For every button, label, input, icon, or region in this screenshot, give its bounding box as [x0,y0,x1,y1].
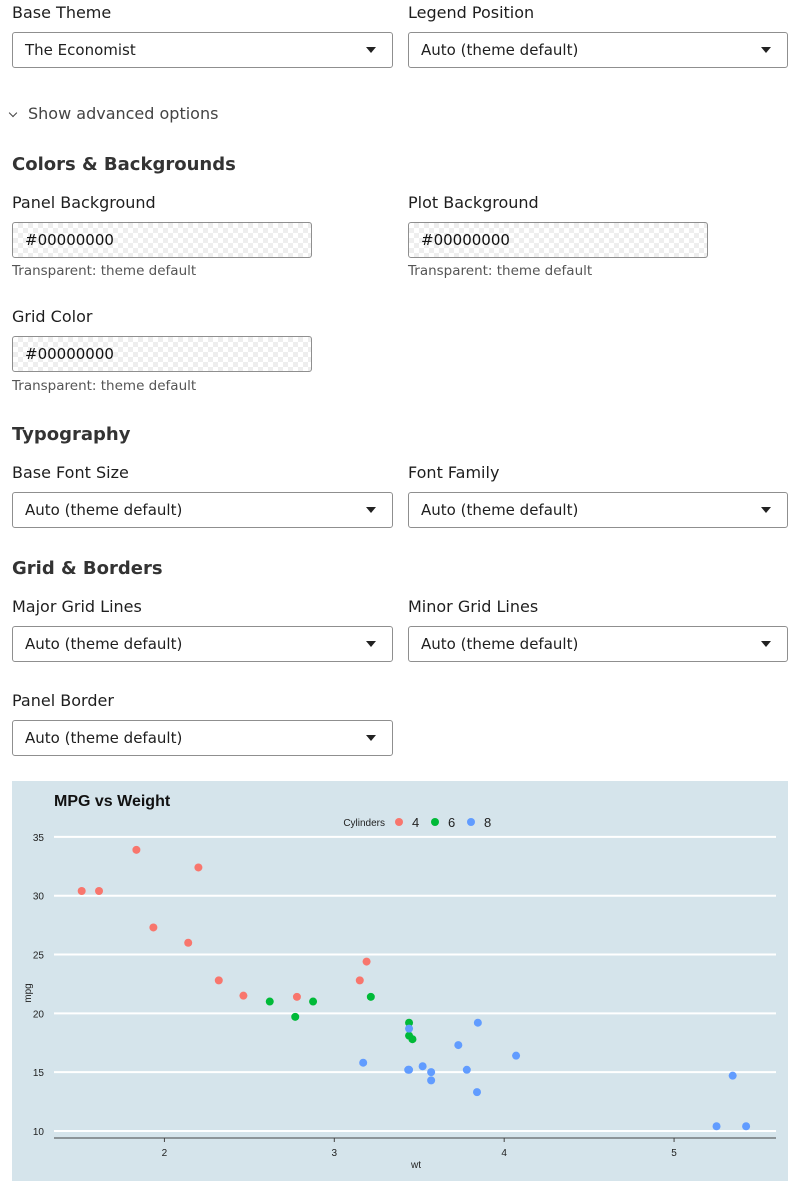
y-tick-label: 15 [32,1068,44,1080]
x-tick-label: 5 [671,1148,677,1159]
panel-border-label: Panel Border [12,691,114,710]
data-point [95,887,103,895]
data-point [463,1066,471,1074]
show-advanced-label: Show advanced options [28,104,219,123]
data-point [239,992,247,1000]
data-point [454,1041,462,1049]
data-point [293,993,301,1001]
data-point [132,846,140,854]
data-point [713,1122,721,1130]
colors-heading: Colors & Backgrounds [12,154,236,175]
panel-border-value: Auto (theme default) [25,729,183,747]
chart-axes [33,833,776,1159]
show-advanced-toggle[interactable] [10,104,218,123]
grid-color-value: #00000000 [25,345,114,363]
base-font-size-select[interactable] [12,492,393,528]
base-theme-value: The Economist [25,41,136,59]
legend-position-select[interactable] [408,32,788,68]
data-point [363,958,371,966]
caret-down-icon [366,507,376,513]
plot-preview [12,781,788,1181]
major-grid-value: Auto (theme default) [25,635,183,653]
x-tick-label: 3 [331,1148,338,1159]
y-tick-label: 35 [32,832,44,844]
legend-label: 8 [484,815,492,830]
y-tick-label: 30 [32,891,44,903]
data-point [512,1052,520,1060]
data-point [194,863,202,871]
plot-background-label: Plot Background [408,193,539,212]
chart-points [78,846,750,1130]
data-point [367,993,375,1001]
data-point [309,998,317,1006]
caret-down-icon [761,507,771,513]
data-point [359,1059,367,1067]
panel-background-input[interactable] [12,222,312,258]
legend-label: 4 [412,815,420,830]
data-point [266,998,274,1006]
y-tick-label: 20 [32,1009,44,1021]
data-point [404,1066,412,1074]
y-tick-label: 10 [32,1126,44,1138]
y-axis-label: mpg [23,983,34,1003]
caret-down-icon [761,641,771,647]
chevron-down-icon [9,109,17,117]
panel-background-value: #00000000 [25,231,114,249]
major-grid-label: Major Grid Lines [12,597,142,616]
x-axis-label: wt [411,1160,421,1171]
base-font-size-value: Auto (theme default) [25,501,183,519]
data-point [184,939,192,947]
base-theme-select[interactable] [12,32,393,68]
legend-key [431,818,439,826]
chart-title: MPG vs Weight [54,793,171,810]
data-point [473,1088,481,1096]
legend-position-value: Auto (theme default) [421,41,579,59]
grid-color-help: Transparent: theme default [12,378,197,394]
base-theme-label: Base Theme [12,3,112,22]
data-point [474,1019,482,1027]
legend-label: 6 [448,815,456,830]
font-family-select[interactable] [408,492,788,528]
chart-legend [343,815,491,830]
legend-position-label: Legend Position [408,3,535,22]
typography-heading: Typography [12,424,131,445]
plot-background-input[interactable] [408,222,708,258]
major-grid-select[interactable] [12,626,393,662]
caret-down-icon [366,47,376,53]
chart-grid [54,837,776,1131]
grid-color-label: Grid Color [12,307,93,326]
panel-border-select[interactable] [12,720,393,756]
caret-down-icon [366,735,376,741]
data-point [742,1122,750,1130]
legend-key [395,818,403,826]
minor-grid-select[interactable] [408,626,788,662]
data-point [419,1062,427,1070]
caret-down-icon [761,47,771,53]
font-family-value: Auto (theme default) [421,501,579,519]
x-tick-label: 4 [501,1148,507,1159]
legend-title: Cylinders [343,818,385,829]
data-point [291,1013,299,1021]
data-point [427,1068,435,1076]
panel-background-help: Transparent: theme default [12,263,197,279]
data-point [78,887,86,895]
data-point [356,976,364,984]
data-point [729,1072,737,1080]
x-tick-label: 2 [161,1148,168,1159]
panel-background-label: Panel Background [12,193,156,212]
data-point [215,976,223,984]
base-font-size-label: Base Font Size [12,463,129,482]
plot-background-value: #00000000 [421,231,510,249]
scatter-chart [12,781,788,1181]
plot-background-help: Transparent: theme default [408,263,593,279]
data-point [149,923,157,931]
grid-color-input[interactable] [12,336,312,372]
data-point [408,1035,416,1043]
legend-key [467,818,475,826]
data-point [427,1076,435,1084]
font-family-label: Font Family [408,463,500,482]
caret-down-icon [366,641,376,647]
minor-grid-label: Minor Grid Lines [408,597,539,616]
minor-grid-value: Auto (theme default) [421,635,579,653]
data-point [405,1025,413,1033]
y-tick-label: 25 [32,950,44,962]
grid-borders-heading: Grid & Borders [12,558,163,579]
